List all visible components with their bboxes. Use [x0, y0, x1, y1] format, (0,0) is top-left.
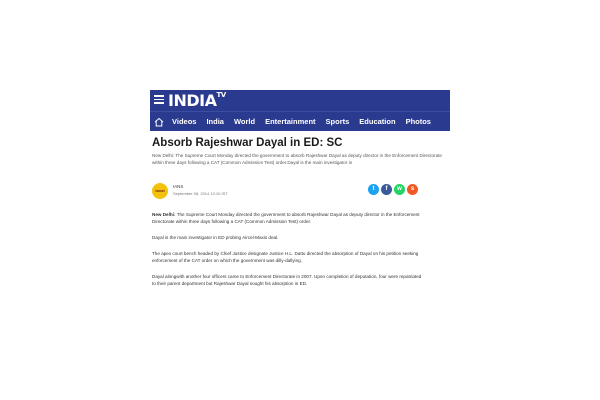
- dateline: New Delhi:: [152, 212, 176, 218]
- nav-item-photos[interactable]: Photos: [405, 117, 431, 126]
- article-byline: [152, 179, 448, 201]
- share-bar: [366, 184, 418, 195]
- twitter-share-icon[interactable]: t: [368, 184, 379, 195]
- whatsapp-share-icon[interactable]: w: [394, 184, 405, 195]
- nav-item-world[interactable]: World: [233, 117, 256, 126]
- article-title: Absorb Rajeshwar Dayal in ED: SC: [152, 137, 343, 149]
- nav-item-videos[interactable]: Videos: [172, 117, 197, 126]
- author-name[interactable]: IANS: [173, 184, 184, 190]
- publish-date: September 08, 2014 12:10 IST: [173, 191, 228, 197]
- article-paragraph: The apex court bench headed by Chief Justice designate Justice H.L. Dattu directed the absorption of Dayal on his petition seeking enforcement of the CAT order on which the government was dilly-dallying.: [152, 251, 419, 264]
- logo-text: INDIA: [168, 91, 217, 110]
- site-logo[interactable]: [168, 91, 226, 110]
- article-page: [150, 90, 450, 296]
- nav-item-sports[interactable]: Sports: [325, 117, 350, 126]
- article-paragraph: [152, 211, 422, 225]
- article-paragraph: Dayal alongwith another four officers came to Enforcement Directorate in 2007. Upon completion of deputation, four were repatriated to their parent department but Rajeshwar Dayal sought his absorption in ED.: [152, 274, 422, 287]
- main-nav: [150, 111, 450, 131]
- nav-item-education[interactable]: Education: [359, 117, 396, 126]
- paragraph-text: The Supreme Court Monday directed the government to absorb Rajeshwar Dayal as deputy director in the Enforcement Directorate within three days following a CAT (Common Admission Test) order.: [152, 212, 420, 225]
- home-icon[interactable]: [154, 117, 164, 127]
- nav-item-entertainment[interactable]: Entertainment: [265, 117, 316, 126]
- more-share-icon[interactable]: s: [407, 184, 418, 195]
- site-header: [150, 90, 450, 111]
- nav-item-india[interactable]: India: [206, 117, 224, 126]
- author-avatar: ianst: [152, 183, 168, 199]
- facebook-share-icon[interactable]: f: [381, 184, 392, 195]
- menu-icon[interactable]: [154, 95, 164, 104]
- article-body: [152, 211, 422, 287]
- article-paragraph: Dayal is the main investigator in ED probing Aircel-Maxis deal.: [152, 235, 279, 241]
- logo-superscript: TV: [216, 91, 226, 99]
- article-summary: New Delhi: The Supreme Court Monday directed the government to absorb Rajeshwar Dayal as deputy director in the Enforcement Directorate within three days following a CAT (Common Admission Test) order.Dayal is the main investigator in: [152, 153, 442, 165]
